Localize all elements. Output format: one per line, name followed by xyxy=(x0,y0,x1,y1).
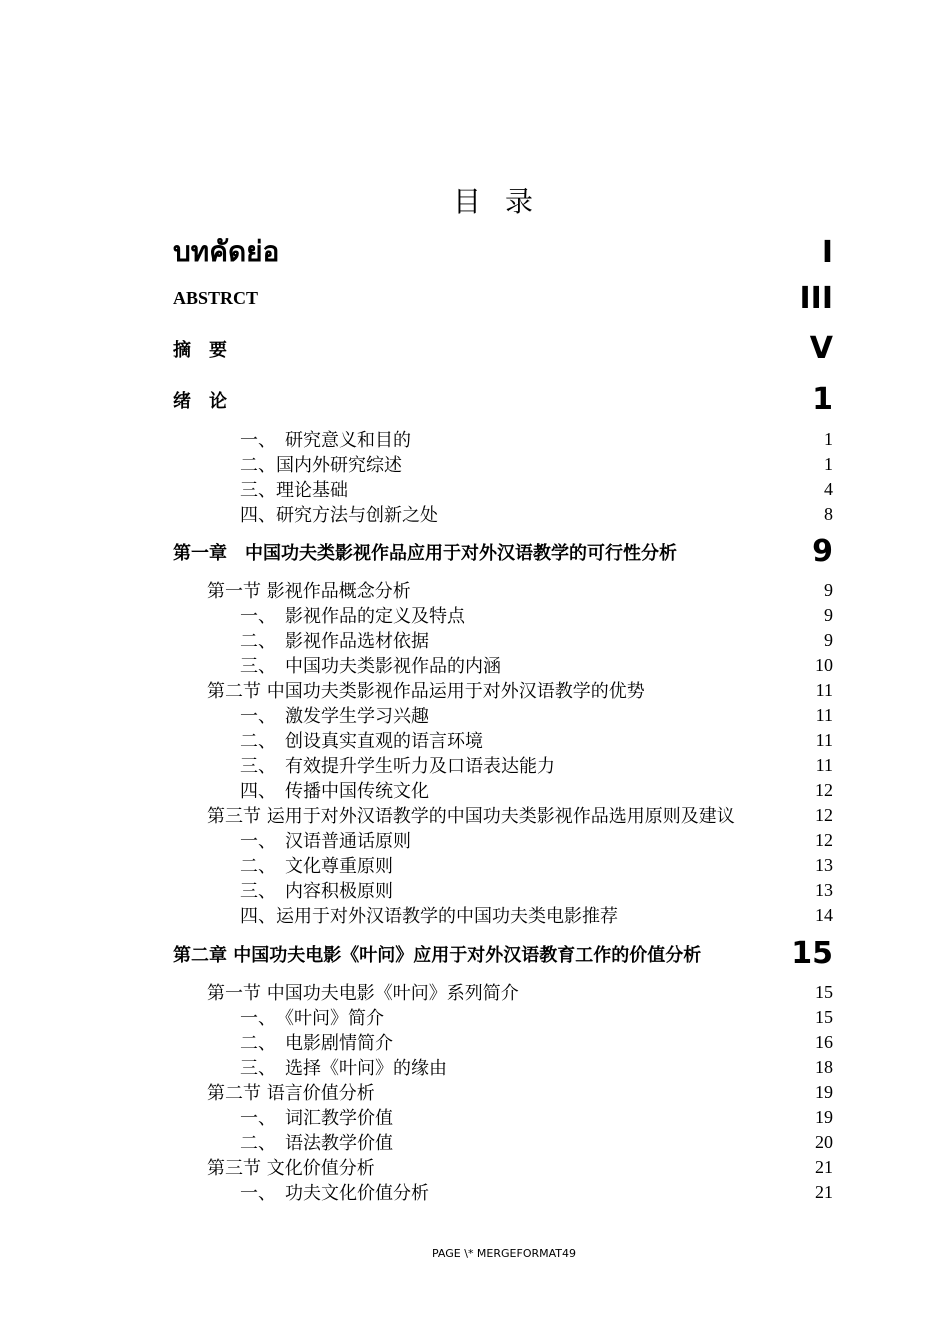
toc-entry-page-number: 21 xyxy=(815,1156,833,1177)
toc-entry-page-number: 8 xyxy=(824,503,833,524)
toc-entry-page-number: 1 xyxy=(824,453,833,474)
toc-subsection-entry xyxy=(240,702,833,728)
toc-section-entry xyxy=(207,1154,833,1180)
toc-chapter-entry xyxy=(173,281,833,316)
toc-chapter-entry xyxy=(173,331,833,366)
toc-subsection-entry xyxy=(240,1179,833,1205)
toc-subsection-entry xyxy=(240,451,833,477)
toc-entry-label: 一、 研究意义和目的 xyxy=(240,430,411,451)
toc-chapter-entry xyxy=(173,382,833,417)
toc-subsection-entry xyxy=(240,1054,833,1080)
toc-entry-label: 二、 电影剧情简介 xyxy=(240,1033,393,1054)
toc-entry-page-number: 19 xyxy=(815,1081,833,1102)
toc-entry-label: 三、 有效提升学生听力及口语表达能力 xyxy=(240,756,555,777)
toc-entry-page-number: 12 xyxy=(815,829,833,850)
toc-entry-label: 三、 中国功夫类影视作品的内涵 xyxy=(240,656,501,677)
toc-entry-page-number: 15 xyxy=(815,1006,833,1027)
toc-section-entry xyxy=(207,1079,833,1105)
toc-entry-page-number: 18 xyxy=(815,1056,833,1077)
toc-entry-page-number: 21 xyxy=(815,1181,833,1202)
toc-entry-page-number: 20 xyxy=(815,1131,833,1152)
toc-entry-page-number: 4 xyxy=(824,478,833,499)
toc-entry-label: 一、 词汇教学价值 xyxy=(240,1108,393,1129)
toc-subsection-entry xyxy=(240,777,833,803)
toc-entry-label: 二、国内外研究综述 xyxy=(240,455,402,476)
toc-entry-label: 摘 要 xyxy=(173,339,227,361)
toc-entry-label: 第二章 中国功夫电影《叶问》应用于对外汉语教育工作的价值分析 xyxy=(173,944,702,966)
toc-entry-label: 四、 传播中国传统文化 xyxy=(240,781,429,802)
toc-entry-page-number: 13 xyxy=(815,879,833,900)
toc-subsection-entry xyxy=(240,476,833,502)
toc-entry-label: 第三节 文化价值分析 xyxy=(207,1158,375,1179)
toc-subsection-entry xyxy=(240,827,833,853)
toc-entry-page-number: 11 xyxy=(815,704,833,725)
toc-entry-page-number: 15 xyxy=(815,981,833,1002)
toc-title: 目录 xyxy=(452,185,557,218)
toc-subsection-entry xyxy=(240,752,833,778)
toc-entry-label: 一、 影视作品的定义及特点 xyxy=(240,606,465,627)
page-footer-field: PAGE \* MERGEFORMAT49 xyxy=(432,1247,576,1260)
toc-subsection-entry xyxy=(240,652,833,678)
toc-entry-label: 二、 语法教学价值 xyxy=(240,1133,393,1154)
toc-entry-page-number: 1 xyxy=(824,428,833,449)
toc-section-entry xyxy=(207,677,833,703)
toc-entry-page-number: 12 xyxy=(815,779,833,800)
toc-subsection-entry xyxy=(240,727,833,753)
toc-subsection-entry xyxy=(240,1029,833,1055)
toc-entry-label: 四、研究方法与创新之处 xyxy=(240,505,438,526)
toc-entry-page-number: 11 xyxy=(815,754,833,775)
toc-entry-page-number: 9 xyxy=(824,604,833,625)
toc-entry-label: 二、 影视作品选材依据 xyxy=(240,631,429,652)
toc-entry-page-number: 14 xyxy=(815,904,833,925)
toc-entry-label: 一、 《叶问》简介 xyxy=(240,1008,384,1029)
toc-entry-page-number: 19 xyxy=(815,1106,833,1127)
toc-entry-page-number: 10 xyxy=(815,654,833,675)
toc-subsection-entry xyxy=(240,501,833,527)
toc-section-entry xyxy=(207,979,833,1005)
toc-entry-page-number: 13 xyxy=(815,854,833,875)
toc-entry-page-number: 9 xyxy=(824,629,833,650)
toc-chapter-entry xyxy=(173,534,833,569)
toc-subsection-entry xyxy=(240,852,833,878)
toc-subsection-entry xyxy=(240,877,833,903)
toc-chapter-entry xyxy=(173,936,833,971)
toc-entry-label: 第二节 语言价值分析 xyxy=(207,1083,375,1104)
toc-entry-label: 一、 汉语普通话原则 xyxy=(240,831,411,852)
toc-entry-label: 第二节 中国功夫类影视作品运用于对外汉语教学的优势 xyxy=(207,681,645,702)
toc-entry-page-number: 9 xyxy=(812,534,833,569)
toc-entry-page-number: 16 xyxy=(815,1031,833,1052)
toc-entry-page-number: I xyxy=(821,234,833,270)
toc-section-entry xyxy=(207,802,833,828)
toc-entry-label: 二、 文化尊重原则 xyxy=(240,856,393,877)
toc-entry-page-number: 11 xyxy=(815,729,833,750)
toc-entry-label: 四、运用于对外汉语教学的中国功夫类电影推荐 xyxy=(240,906,618,927)
toc-entry-page-number: V xyxy=(809,331,833,366)
toc-subsection-entry xyxy=(240,902,833,928)
toc-entry-page-number: 11 xyxy=(815,679,833,700)
toc-entry-page-number: 9 xyxy=(824,579,833,600)
toc-subsection-entry xyxy=(240,1104,833,1130)
toc-subsection-entry xyxy=(240,627,833,653)
toc-entry-label: 第一节 影视作品概念分析 xyxy=(207,581,411,602)
toc-entry-label: 第一节 中国功夫电影《叶问》系列简介 xyxy=(207,983,519,1004)
toc-entry-label: 三、 内容积极原则 xyxy=(240,881,393,902)
toc-section-entry xyxy=(207,577,833,603)
toc-entry-label: 三、理论基础 xyxy=(240,480,348,501)
toc-entry-label: 第一章 中国功夫类影视作品应用于对外汉语教学的可行性分析 xyxy=(173,542,677,564)
toc-entry-label: 二、 创设真实直观的语言环境 xyxy=(240,731,483,752)
toc-entry-label: 一、 功夫文化价值分析 xyxy=(240,1183,429,1204)
toc-entry-page-number: 1 xyxy=(812,382,833,417)
toc-entry-label: 一、 激发学生学习兴趣 xyxy=(240,706,429,727)
toc-entry-label: ABSTRCT xyxy=(173,288,259,308)
toc-entry-page-number: III xyxy=(799,281,833,316)
toc-entry-label: 第三节 运用于对外汉语教学的中国功夫类影视作品选用原则及建议 xyxy=(207,806,735,827)
toc-entry-label: 绪 论 xyxy=(173,390,227,412)
toc-entry-page-number: 12 xyxy=(815,804,833,825)
toc-subsection-entry xyxy=(240,426,833,452)
toc-subsection-entry xyxy=(240,1004,833,1030)
toc-entry-label: 三、 选择《叶问》的缘由 xyxy=(240,1058,447,1079)
toc-subsection-entry xyxy=(240,602,833,628)
toc-entry-page-number: 15 xyxy=(791,936,833,971)
toc-entry-label: บทคัดย่อ xyxy=(173,235,280,268)
toc-subsection-entry xyxy=(240,1129,833,1155)
toc-chapter-entry xyxy=(173,230,833,274)
